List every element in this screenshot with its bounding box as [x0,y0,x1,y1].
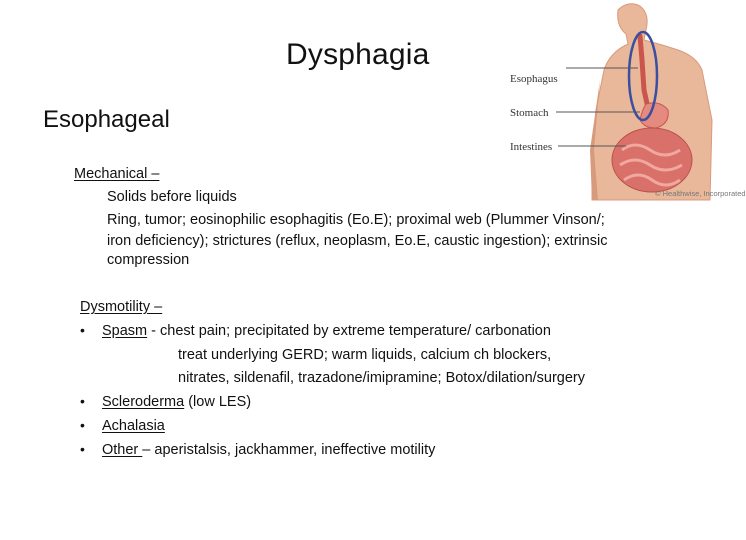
anatomy-illustration [500,0,720,210]
other-detail: – aperistalsis, jackhammer, ineffective motility [142,442,436,458]
slide-title: Dysphagia [286,38,430,71]
mechanical-line: compression [107,252,190,268]
bullet: • [80,417,85,433]
bullet: • [80,393,85,409]
spasm-term: Spasm [102,323,148,339]
achalasia-term: Achalasia [102,418,165,434]
spasm-detail: - chest pain; precipitated by extreme temperature/ carbonation [147,323,551,339]
intestines-shape [612,128,692,192]
bullet: • [80,322,85,338]
scleroderma-detail: (low LES) [184,394,252,410]
spasm-continuation: nitrates, sildenafil, trazadone/imipramine; Botox/dilation/surgery [178,370,586,386]
list-item-other [102,440,435,460]
list-item-achalasia [102,416,165,436]
digestive-anatomy-figure [500,0,746,210]
scleroderma-term: Scleroderma [102,394,185,410]
dysmotility-heading: Dysmotility – [80,299,163,315]
spasm-continuation: treat underlying GERD; warm liquids, calcium ch blockers, [178,347,552,363]
mechanical-line: Solids before liquids [107,189,237,205]
mechanical-heading: Mechanical – [74,166,160,182]
figure-credit: © Healthwise, Incorporated [655,189,746,198]
other-term: Other [102,442,143,458]
list-item-scleroderma [102,392,251,412]
bullet: • [80,441,85,457]
esophagus-label: Esophagus [510,73,558,85]
intestines-label: Intestines [510,141,553,153]
slide-subtitle: Esophageal [43,106,170,133]
mechanical-line: iron deficiency); strictures (reflux, neoplasm, Eo.E, caustic ingestion); extrinsic [107,233,608,249]
mechanical-line: Ring, tumor; eosinophilic esophagitis (Eo.E); proximal web (Plummer Vinson/; [107,212,605,228]
list-item-spasm [102,321,551,341]
stomach-label: Stomach [510,107,549,119]
